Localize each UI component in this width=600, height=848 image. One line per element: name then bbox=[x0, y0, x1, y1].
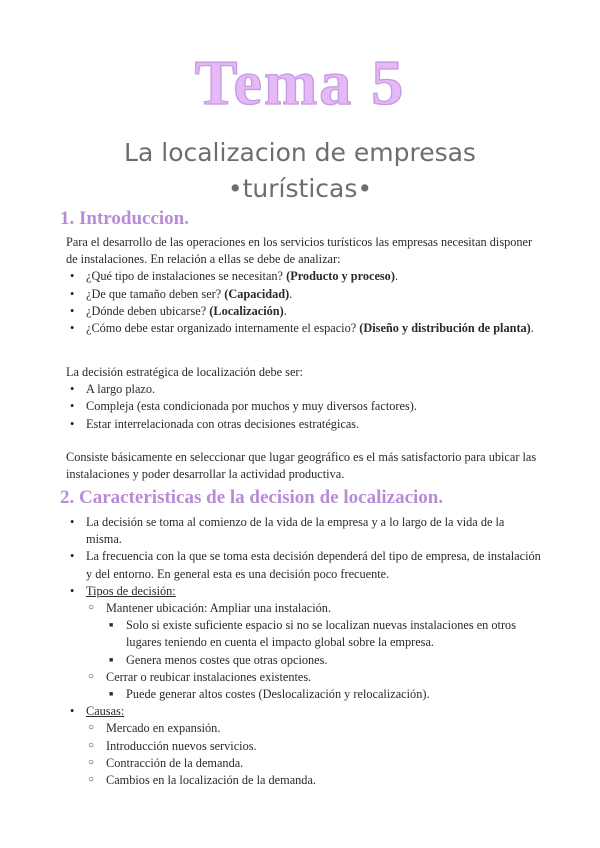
list-item: • ¿Qué tipo de instalaciones se necesitan? (Producto y proceso). bbox=[66, 268, 542, 285]
question-answer: (Diseño y distribución de planta) bbox=[359, 321, 531, 336]
list-item bbox=[66, 703, 542, 789]
list-item: ○ Contracción de la demanda. bbox=[86, 755, 542, 772]
list-item: ■ Genera menos costes que otras opciones. bbox=[106, 652, 542, 669]
list-item: ■ Puede generar altos costes (Deslocalización y relocalización). bbox=[106, 686, 542, 703]
section-1-intro-block bbox=[66, 234, 542, 337]
question-text: ¿Cómo debe estar organizado internamente el espacio? bbox=[86, 321, 357, 336]
section-2-block bbox=[66, 514, 542, 789]
question-text: ¿Dónde deben ubicarse? bbox=[86, 303, 207, 318]
list-item: • A largo plazo. bbox=[66, 381, 542, 398]
mantener-sublist bbox=[106, 617, 542, 669]
section-1-heading: 1. Introduccion. bbox=[60, 208, 189, 229]
causas-label: Causas: bbox=[86, 704, 125, 719]
section-1-intro: Para el desarrollo de las operaciones en los servicios turísticos las empresas necesitan disponer de instalaciones. En relación a ellas se debe de analizar: bbox=[66, 235, 533, 267]
decision-block bbox=[66, 364, 542, 433]
question-text: ¿Qué tipo de instalaciones se necesitan? bbox=[86, 269, 284, 284]
question-text: ¿De que tamaño deben ser? bbox=[86, 286, 222, 301]
characteristics-list bbox=[66, 514, 542, 789]
section-2-heading: 2. Caracteristicas de la decision de localizacion. bbox=[60, 487, 444, 508]
list-item bbox=[86, 669, 542, 703]
questions-list bbox=[66, 268, 542, 337]
conclusion-block bbox=[66, 449, 542, 483]
question-answer: (Localización) bbox=[209, 303, 284, 318]
cerrar-text: Cerrar o reubicar instalaciones existentes. bbox=[106, 669, 312, 684]
list-item: • ¿Dónde deben ubicarse? (Localización). bbox=[66, 303, 542, 320]
list-item bbox=[66, 583, 542, 703]
subtitle-line-2: •turísticas• bbox=[227, 174, 373, 203]
list-item: • La frecuencia con la que se toma esta decisión dependerá del tipo de empresa, de instalación y del entorno. En general esta es una decisión poco frecuente. bbox=[66, 548, 542, 582]
tipos-label: Tipos de decisión: bbox=[86, 583, 176, 598]
list-item bbox=[86, 600, 542, 669]
decision-list bbox=[66, 381, 542, 433]
subtitle-line-1: La localizacion de empresas bbox=[124, 138, 476, 167]
list-item: • La decisión se toma al comienzo de la vida de la empresa y a lo largo de la vida de la misma. bbox=[66, 514, 542, 548]
document-title: Tema 5 bbox=[194, 47, 406, 118]
mantener-text: Mantener ubicación: Ampliar una instalación. bbox=[106, 601, 332, 616]
causas-list bbox=[86, 720, 542, 789]
list-item: • Compleja (esta condicionada por muchos y muy diversos factores). bbox=[66, 398, 542, 415]
list-item: • ¿De que tamaño deben ser? (Capacidad). bbox=[66, 286, 542, 303]
list-item: ○ Cambios en la localización de la demanda. bbox=[86, 772, 542, 789]
list-item: ○ Mercado en expansión. bbox=[86, 720, 542, 737]
list-item: ■ Solo si existe suficiente espacio si no se localizan nuevas instalaciones en otros lugares teniendo en cuenta el impacto global sobre la empresa. bbox=[106, 617, 542, 651]
cerrar-sublist bbox=[106, 686, 542, 703]
tipos-list bbox=[86, 600, 542, 703]
question-answer: (Capacidad) bbox=[224, 286, 290, 301]
list-item: • Estar interrelacionada con otras decisiones estratégicas. bbox=[66, 416, 542, 433]
question-answer: (Producto y proceso) bbox=[286, 269, 395, 284]
section-1-conclusion: Consiste básicamente en seleccionar que lugar geográfico es el más satisfactorio para ubicar las instalaciones y poder desarrollar la actividad productiva. bbox=[66, 450, 537, 482]
decision-intro: La decisión estratégica de localización debe ser: bbox=[66, 365, 303, 379]
list-item: ○ Introducción nuevos servicios. bbox=[86, 738, 542, 755]
list-item: • ¿Cómo debe estar organizado internamente el espacio? (Diseño y distribución de planta). bbox=[66, 320, 542, 337]
